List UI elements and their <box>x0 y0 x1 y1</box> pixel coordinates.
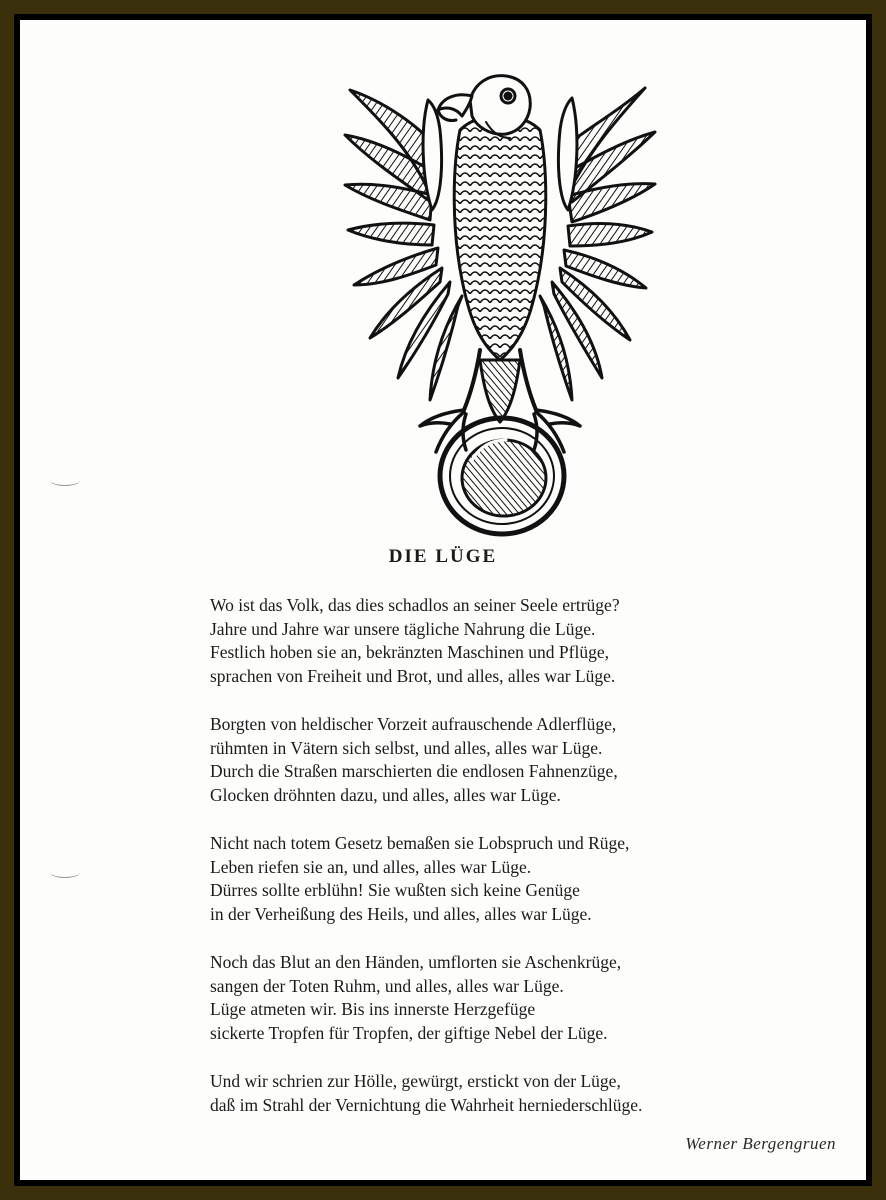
poem-line: Jahre und Jahre war unsere tägliche Nahrung die Lüge. <box>210 618 596 639</box>
poem-line: Lüge atmeten wir. Bis ins innerste Herzgefüge <box>210 999 536 1019</box>
paper-page <box>20 20 866 1180</box>
poem-line: sangen der Toten Ruhm, und alles, alles war Lüge. <box>210 975 564 996</box>
punch-hole-mark <box>50 867 80 878</box>
poem-stanza <box>210 713 830 807</box>
poem-line: Durch die Straßen marschierten die endlosen Fahnenzüge, <box>210 761 618 781</box>
poem-line: rühmten in Vätern sich selbst, und alles, alles war Lüge. <box>210 737 603 758</box>
poem-line: Noch das Blut an den Händen, umflorten sie Aschenkrüge, <box>210 952 622 972</box>
poem-stanza <box>210 1070 830 1117</box>
poem-stanza <box>210 832 830 926</box>
poem-line: in der Verheißung des Heils, und alles, alles war Lüge. <box>210 903 592 924</box>
poem-stanza <box>210 594 830 688</box>
poem-line: Leben riefen sie an, und alles, alles war Lüge. <box>210 856 532 877</box>
heraldic-eagle-on-orb-icon <box>340 60 660 540</box>
poem-stanza <box>210 951 830 1045</box>
poem-line: Dürres sollte erblühn! Sie wußten sich keine Genüge <box>210 880 580 900</box>
poem-line: Und wir schrien zur Hölle, gewürgt, erstickt von der Lüge, <box>210 1071 621 1091</box>
poem-line: Glocken dröhnten dazu, und alles, alles war Lüge. <box>210 784 561 805</box>
poem-line: Nicht nach totem Gesetz bemaßen sie Lobspruch und Rüge, <box>210 833 630 853</box>
punch-hole-mark <box>50 475 80 486</box>
poem-body <box>210 594 830 1142</box>
poem-title: DIE LÜGE <box>388 546 498 567</box>
poem-line: Wo ist das Volk, das dies schadlos an seiner Seele ertrüge? <box>210 595 620 615</box>
poem-line: daß im Strahl der Vernichtung die Wahrheit herniederschlüge. <box>210 1094 643 1115</box>
poem-line: Borgten von heldischer Vorzeit aufrauschende Adlerflüge, <box>210 714 617 734</box>
poem-line: Festlich hoben sie an, bekränzten Maschinen und Pflüge, <box>210 642 609 662</box>
poem-line: sickerte Tropfen für Tropfen, der giftige Nebel der Lüge. <box>210 1022 608 1043</box>
poem-line: sprachen von Freiheit und Brot, und alles, alles war Lüge. <box>210 665 616 686</box>
author-signature: Werner Bergengruen <box>685 1134 836 1153</box>
